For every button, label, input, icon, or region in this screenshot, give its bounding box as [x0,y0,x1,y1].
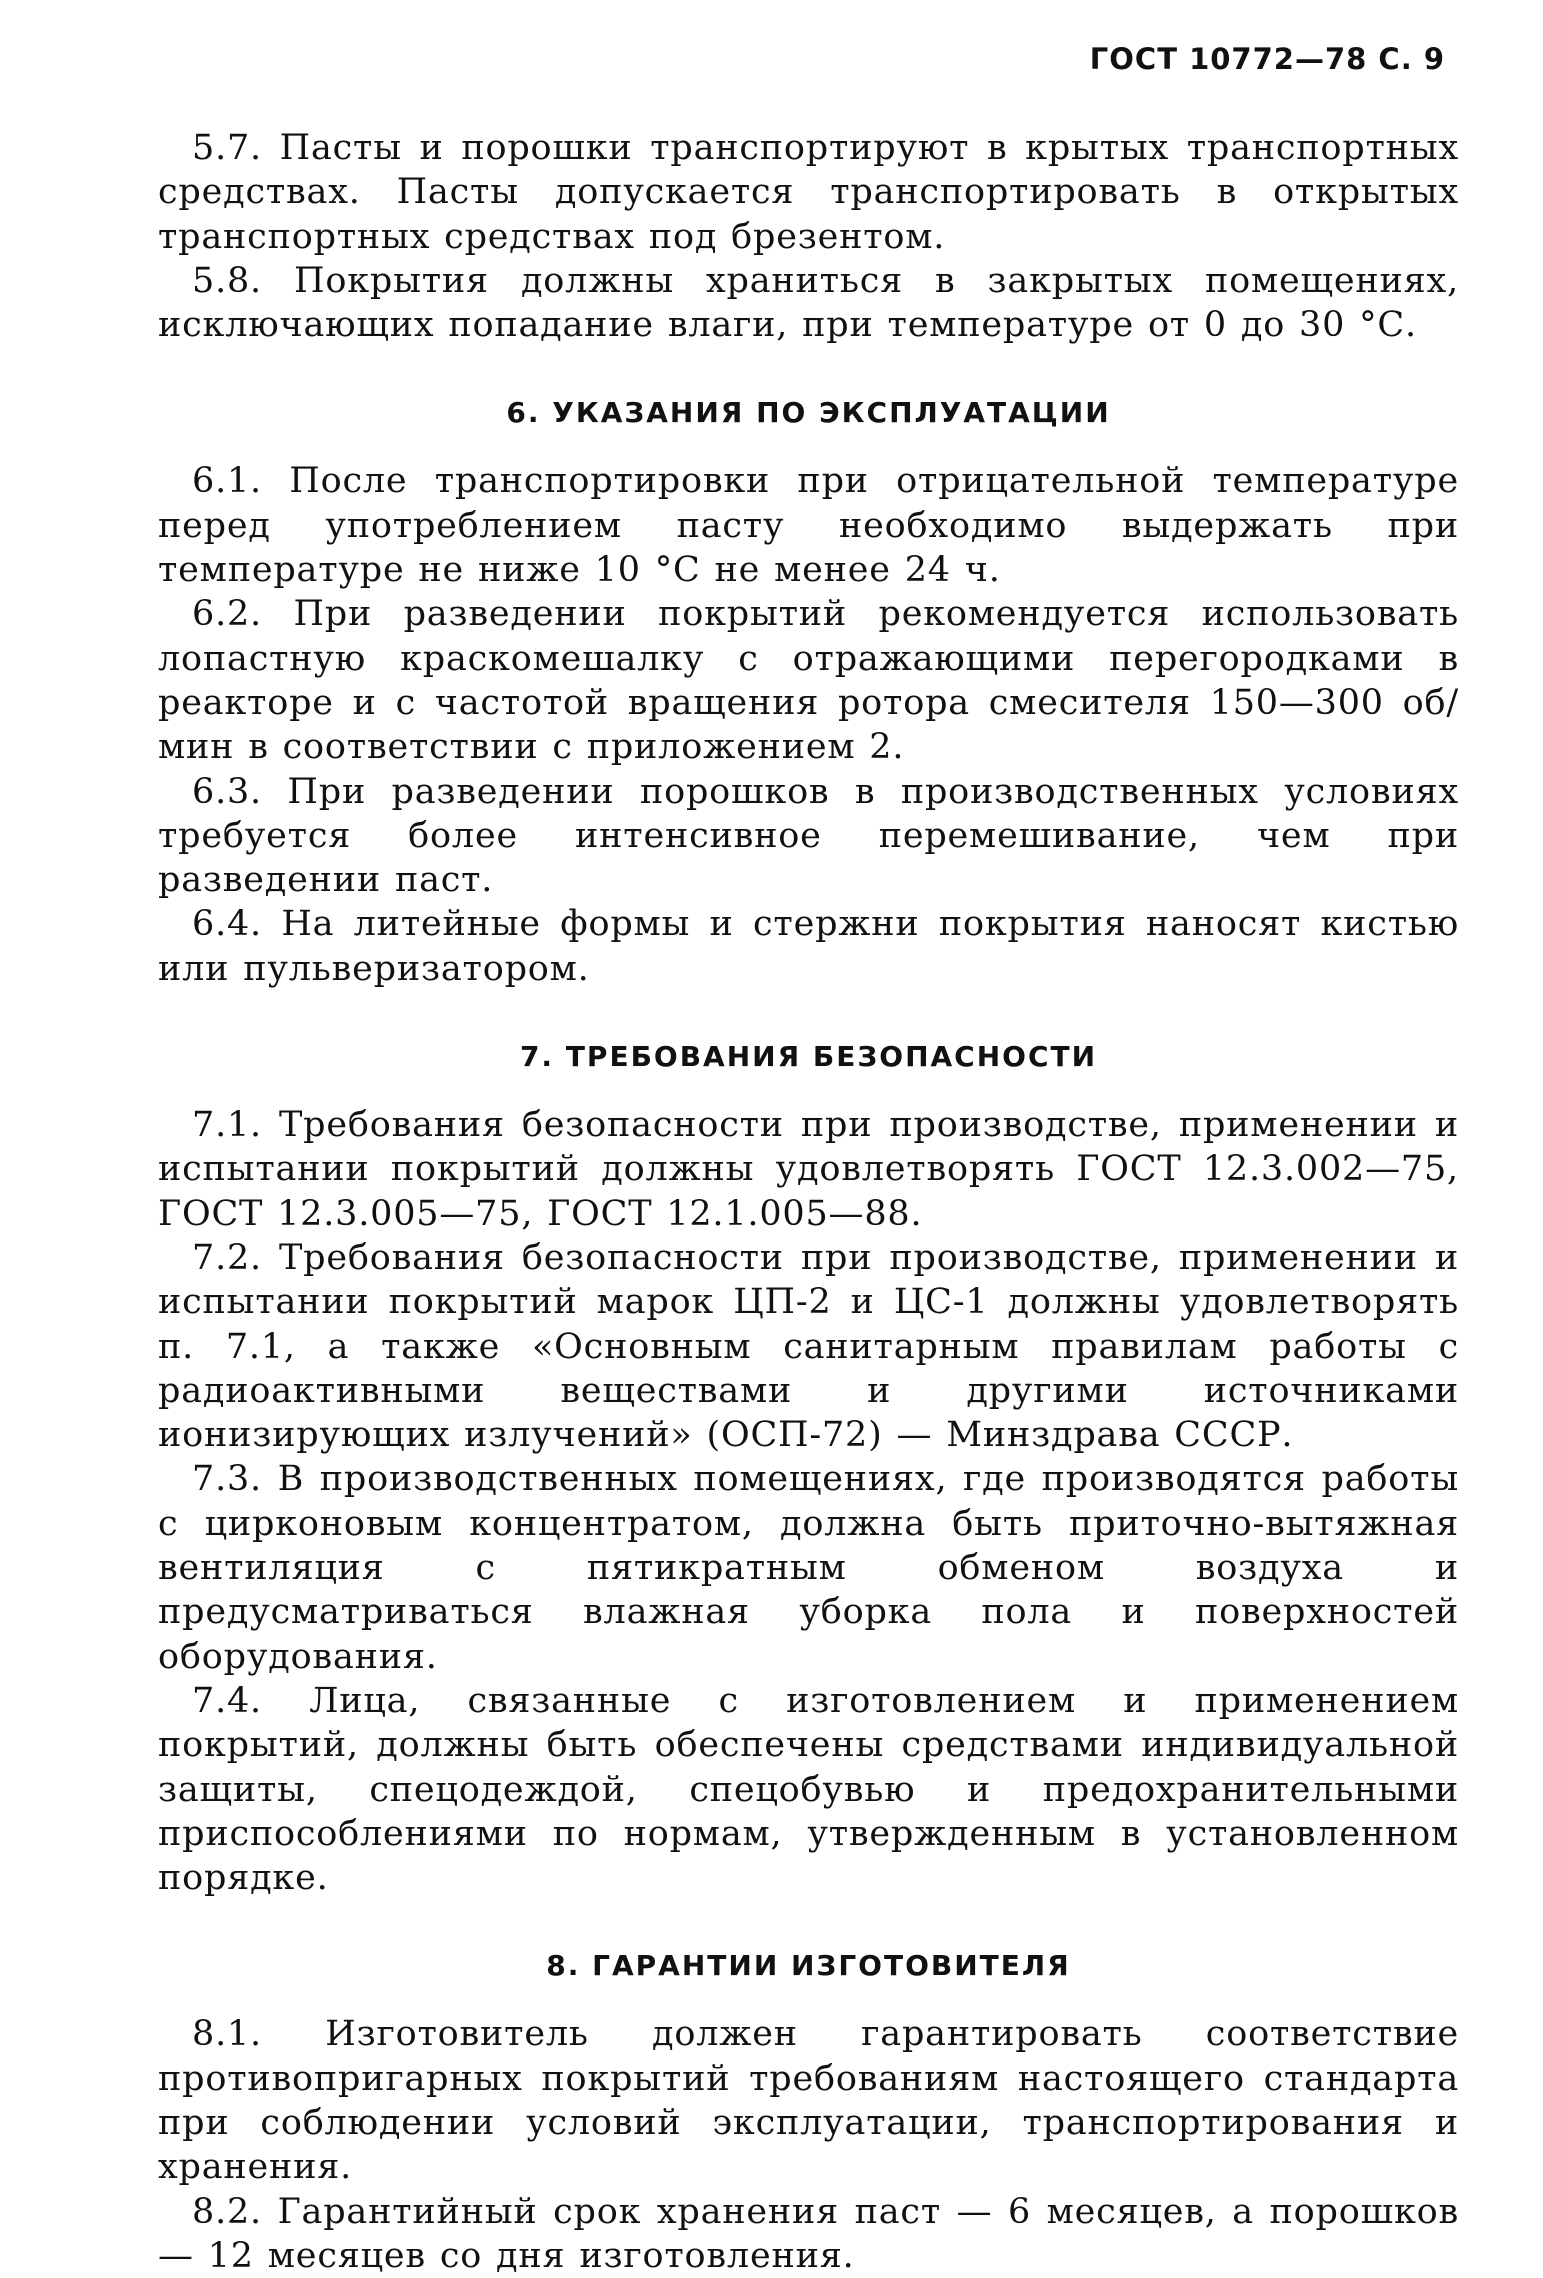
paragraph-7-4: 7.4. Лица, связанные с изготовлением и применением покрытий, должны быть обеспечены средствами индивидуальной защиты, спецодеждой, спецобувью и предохранительными приспособлениями по нормам, утвержденным в установленном порядке. [158,1680,1459,1899]
paragraph-7-2: 7.2. Требования безопасности при производстве, применении и испытании покрытий марок ЦП-2 и ЦС-1 должны удовлетворять п. 7.1, а также «Основным санитарным правилам работы с радиоактивными веществами и другими источниками ионизирующих излучений» (ОСП-72) — Минздрава СССР. [158,1237,1459,1456]
paragraph-6-3: 6.3. При разведении порошков в производственных условиях требуется более интенсивное перемешивание, чем при разведении паст. [158,771,1459,901]
paragraph-5-7: 5.7. Пасты и порошки транспортируют в крытых транспортных средствах. Пасты допускается транспортировать в открытых транспортных средствах под брезентом. [158,128,1459,257]
section-title-8: 8. ГАРАНТИИ ИЗГОТОВИТЕЛЯ [546,1949,1071,1983]
paragraph-6-1: 6.1. После транспортировки при отрицательной температуре перед употреблением пасту необходимо выдержать при температуре не ниже 10 °С не менее 24 ч. [158,461,1459,591]
paragraph-6-2: 6.2. При разведении покрытий рекомендуется использовать лопастную краскомешалку с отражающими перегородками в реакторе и с частотой вращения ротора смесителя 150—300 об/мин в соответствии с приложением 2. [158,594,1459,768]
paragraph-6-4: 6.4. На литейные формы и стержни покрытия наносят кистью или пульверизатором. [158,904,1459,989]
paragraph-5-8: 5.8. Покрытия должны храниться в закрытых помещениях, исключающих попадание влаги, при температуре от 0 до 30 °С. [158,260,1459,346]
section-title-6: 6. УКАЗАНИЯ ПО ЭКСПЛУАТАЦИИ [506,396,1111,430]
running-header: ГОСТ 10772—78 С. 9 [1089,42,1445,76]
paragraph-7-1: 7.1. Требования безопасности при производстве, применении и испытании покрытий должны удовлетворять ГОСТ 12.3.002—75, ГОСТ 12.3.005—75, ГОСТ 12.1.005—88. [158,1105,1459,1234]
section-title-7: 7. ТРЕБОВАНИЯ БЕЗОПАСНОСТИ [519,1040,1098,1074]
paragraph-8-2: 8.2. Гарантийный срок хранения паст — 6 месяцев, а порошков — 12 месяцев со дня изготовления. [158,2191,1459,2276]
paragraph-7-3: 7.3. В производственных помещениях, где производятся работы с цирконовым концентратом, должна быть приточно-вытяжная вентиляция с пятикратным обменом воздуха и предусматриваться влажная уборка пола и поверхностей оборудования. [158,1459,1459,1677]
paragraph-8-1: 8.1. Изготовитель должен гарантировать соответствие противопригарных покрытий требованиям настоящего стандарта при соблюдении условий эксплуатации, транспортирования и хранения. [158,2014,1459,2188]
